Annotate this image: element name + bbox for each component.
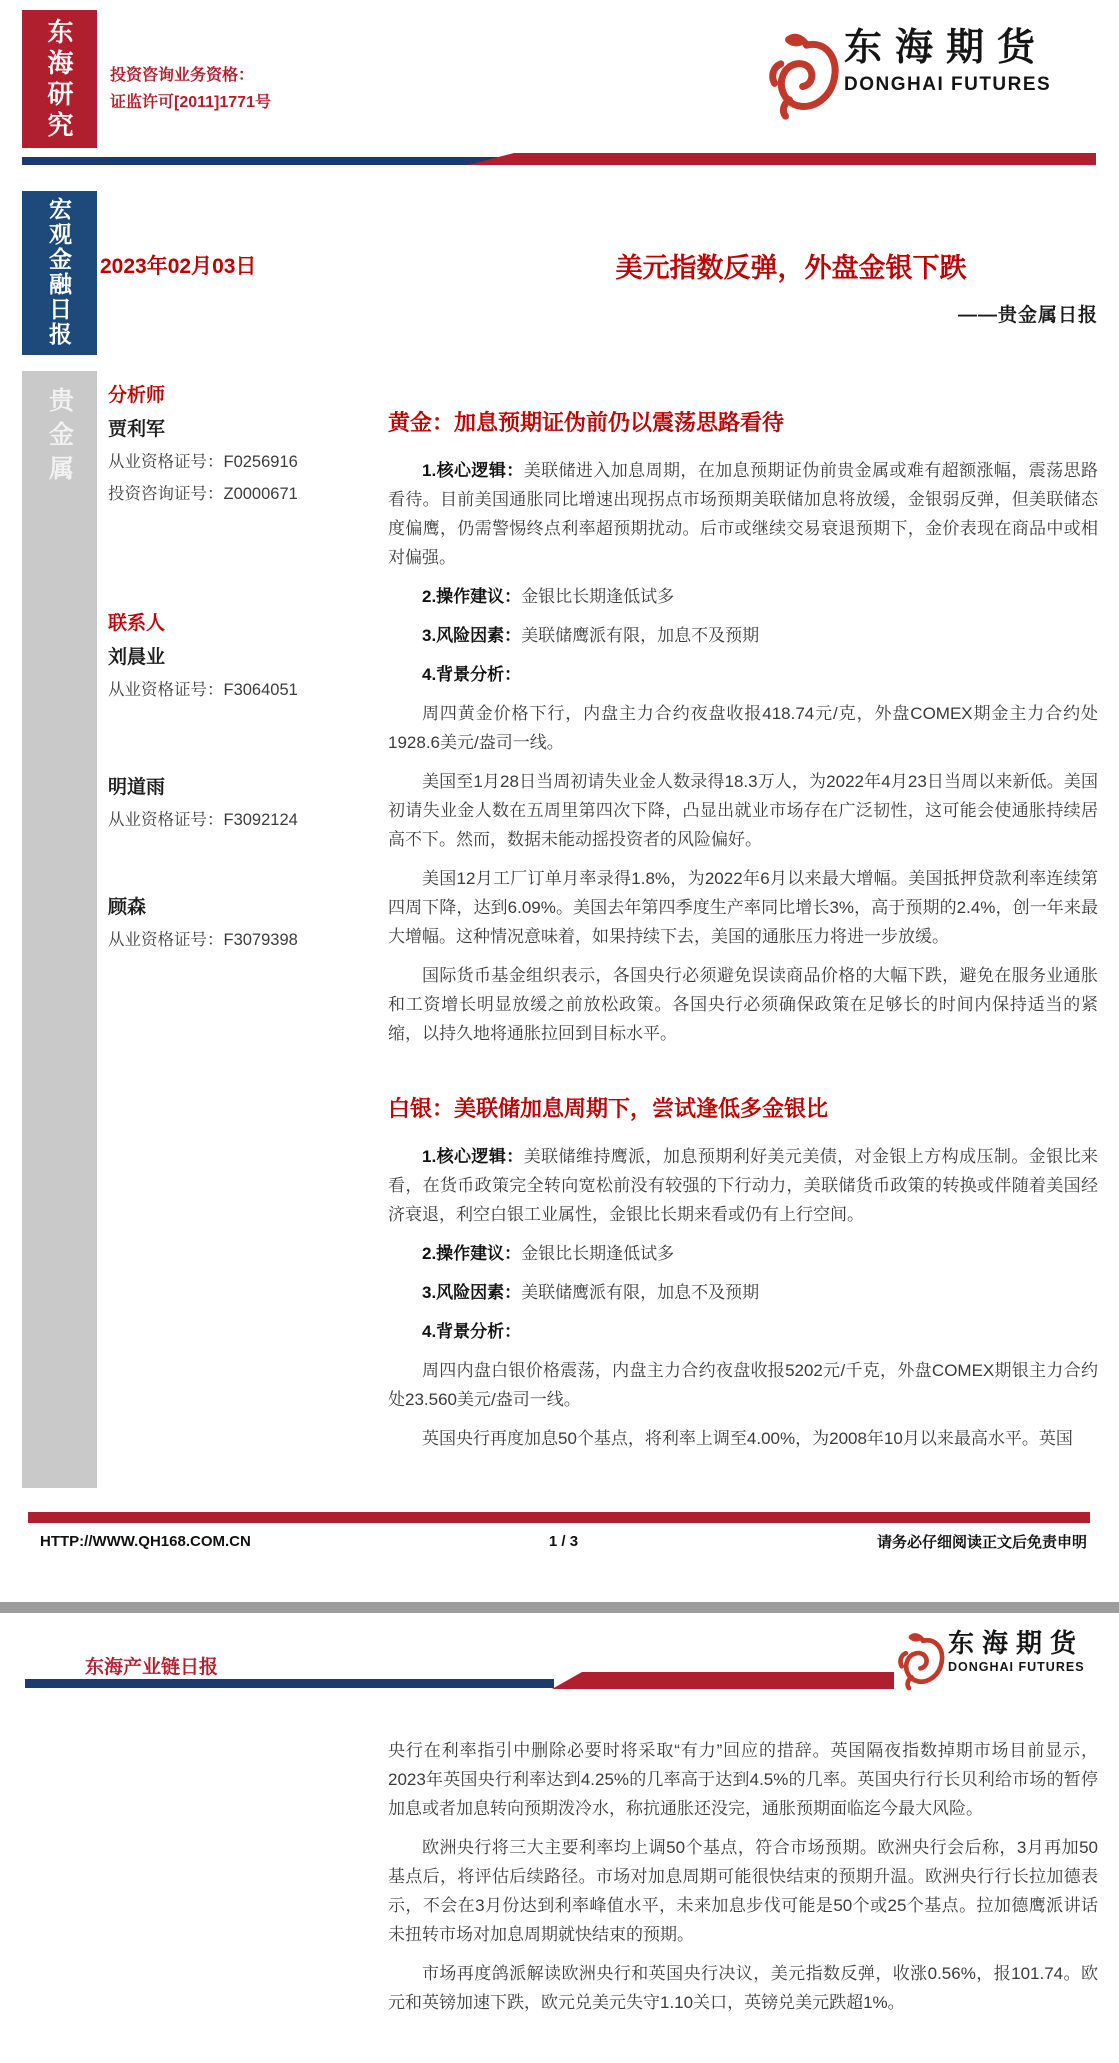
paragraph: 国际货币基金组织表示，各国央行必须避免误读商品价格的大幅下跌，避免在服务业通胀和工资增长明显放缓之前放松政策。各国央行必须确保政策在足够长的时间内保持适当的紧缩，以持久地将通胀拉回到目标水平。 — [388, 966, 1098, 1043]
logo-cn-label: 东海期货 — [844, 27, 1049, 69]
header-divider-red — [552, 1672, 894, 1689]
analyst-panel — [108, 383, 380, 953]
paragraph: 美国12月工厂订单月率录得1.8%，为2022年6月以来最大增幅。美国抵押贷款利率连续第四周下降，达到6.09%。美国去年第四季度生产率同比增长3%，高于预期的2.4%，创一年来最大增幅。这种情况意味着，如果持续下去，美国的通胀压力将进一步放缓。 — [388, 869, 1098, 946]
paragraph-text: 美联储进入加息周期，在加息预期证伪前贵金属或难有超额涨幅，震荡思路看待。目前美国通胀同比增速出现拐点市场预期美联储加息将放缓，金银弱反弹，但美联储态度偏鹰，仍需警惕终点利率超预期扰动。后市或继续交易衰退预期下，金价表现在商品中或相对偏强。 — [388, 461, 1099, 567]
paragraph-lead: 4.背景分析： — [422, 1322, 522, 1341]
paragraph-lead: 1.核心逻辑： — [422, 1147, 524, 1166]
paragraph-text: 金银比长期逢低试多 — [521, 587, 675, 606]
header-divider-red — [468, 153, 1096, 165]
company-logo — [766, 26, 1051, 127]
research-banner-label: 东海研究 — [44, 18, 74, 142]
silver-section-heading: 白银：美联储加息周期下，尝试逢低多金银比 — [388, 1096, 829, 1121]
paragraph — [388, 456, 1098, 572]
page-subtitle: ——贵金属日报 — [957, 305, 1098, 326]
company-logo — [896, 1628, 1085, 1697]
logo-text — [948, 1628, 1085, 1674]
paragraph-lead: 4.背景分析： — [422, 665, 522, 684]
paragraph: 周四黄金价格下行，内盘主力合约夜盘收报418.74元/克，外盘COMEX期金主力合约处1928.6美元/盎司一线。 — [388, 704, 1098, 752]
qualification-block — [110, 62, 271, 116]
header-divider-blue — [22, 157, 500, 165]
paragraph-text: 美联储维持鹰派，加息预期利好美元美债，对金银上方构成压制。金银比来看，在货币政策完全转向宽松前没有较强的下行动力，美联储货币政策的转换或伴随着美国经济衰退，利空白银工业属性，金银比长期来看或仍有上行空间。 — [388, 1147, 1099, 1224]
dragon-logo-icon — [766, 26, 844, 127]
footer-disclaimer: 请务必仔细阅读正文后免责申明 — [876, 1534, 1087, 1551]
paragraph: 周四内盘白银价格震荡，内盘主力合约夜盘收报5202元/千克，外盘COMEX期银主力合约处23.560美元/盎司一线。 — [388, 1361, 1098, 1409]
paragraph: 央行在利率指引中删除必要时将采取“有力”回应的措辞。英国隔夜指数掉期市场目前显示，2023年英国央行利率达到4.25%的几率高于达到4.5%的几率。英国央行行长贝利给市场的暂停加息或者加息转向预期泼冷水，称抗通胀还没完，通胀预期面临迄今最大风险。 — [388, 1741, 1098, 1818]
paragraph — [388, 1317, 1098, 1346]
logo-cn-label: 东海期货 — [948, 1628, 1085, 1658]
paragraph-lead: 1.核心逻辑： — [422, 461, 524, 480]
page2-body — [388, 1736, 1098, 2017]
paragraph: 英国央行再度加息50个基点，将利率上调至4.00%，为2008年10月以来最高水平。英国 — [422, 1429, 1073, 1448]
footer — [28, 1531, 1091, 1552]
analyst-cert: 从业资格证号：F0256916 — [108, 453, 298, 471]
paragraph-text: 美联储鹰派有限，加息不及预期 — [521, 626, 760, 645]
paragraph — [388, 660, 1098, 689]
category-label: 贵金属 — [45, 387, 74, 489]
logo-text — [844, 26, 1051, 96]
analyst-name: 贾利军 — [108, 419, 166, 440]
paragraph-text: 美联储鹰派有限，加息不及预期 — [521, 1283, 760, 1302]
paragraph-lead: 2.操作建议： — [422, 587, 522, 606]
paragraph: 欧洲央行将三大主要利率均上调50个基点，符合市场预期。欧洲央行会后称，3月再加50基点后，将评估后续路径。市场对加息周期可能很快结束的预期升温。欧洲央行行长拉加德表示，不会在3月份达到利率峰值水平，未来加息步伐可能是50个或25个基点。拉加德鹰派讲话未扭转市场对加息周期就快结束的预期。 — [388, 1838, 1098, 1944]
report-body — [388, 246, 1098, 1453]
paragraph — [388, 621, 1098, 650]
footer-url: HTTP://WWW.QH168.COM.CN — [40, 1533, 251, 1550]
page-break-divider — [0, 1602, 1119, 1613]
paragraph — [388, 1239, 1098, 1268]
paragraph-lead: 3.风险因素： — [422, 626, 522, 645]
contact-name: 明道雨 — [108, 777, 166, 798]
page2-title: 东海产业链日报 — [85, 1657, 219, 1678]
page-number: 1 / 3 — [548, 1533, 579, 1550]
contact-cert: 从业资格证号：F3092124 — [108, 811, 298, 829]
logo-en-label: DONGHAI FUTURES — [844, 74, 1052, 95]
logo-en-label: DONGHAI FUTURES — [948, 1660, 1085, 1674]
paragraph — [388, 1278, 1098, 1307]
contact-cert: 从业资格证号：F3079398 — [108, 931, 298, 949]
dragon-logo-icon — [896, 1628, 948, 1697]
paragraph: 市场再度鸽派解读欧洲央行和英国央行决议，美元指数反弹，收涨0.56%，报101.74。欧元和英镑加速下跌，欧元兑美元失守1.10关口，英镑兑美元跌超1%。 — [388, 1964, 1098, 2012]
contact-cert: 从业资格证号：F3064051 — [108, 681, 298, 699]
qualification-line1: 投资咨询业务资格： — [110, 67, 255, 84]
category-banner — [22, 371, 97, 1488]
report-type-label: 宏观金融日报 — [46, 197, 72, 347]
report-date: 2023年02月03日 — [100, 255, 257, 278]
header-divider-blue — [25, 1679, 554, 1688]
contact-label: 联系人 — [108, 613, 166, 634]
paragraph-lead: 2.操作建议： — [422, 1244, 522, 1263]
paragraph-text: 金银比长期逢低试多 — [521, 1244, 675, 1263]
analyst-label: 分析师 — [108, 385, 166, 406]
paragraph — [388, 582, 1098, 611]
report-type-banner — [22, 191, 97, 355]
contact-name: 刘晨业 — [108, 647, 166, 668]
qualification-line2: 证监许可[2011]1771号 — [110, 94, 271, 111]
gold-section-heading: 黄金：加息预期证伪前仍以震荡思路看待 — [388, 410, 785, 435]
analyst-cert: 投资咨询证号：Z0000671 — [108, 485, 298, 503]
paragraph: 美国至1月28日当周初请失业金人数录得18.3万人，为2022年4月23日当周以来新低。美国初请失业金人数在五周里第四次下降，凸显出就业市场存在广泛韧性，这可能会使通胀持续居高不下。然而，数据未能动摇投资者的风险偏好。 — [388, 772, 1098, 849]
contact-name: 顾森 — [108, 897, 147, 918]
paragraph — [388, 1142, 1098, 1229]
research-banner — [22, 10, 97, 148]
page-title: 美元指数反弹，外盘金银下跌 — [615, 253, 967, 283]
paragraph-lead: 3.风险因素： — [422, 1283, 522, 1302]
footer-divider — [28, 1512, 1090, 1523]
